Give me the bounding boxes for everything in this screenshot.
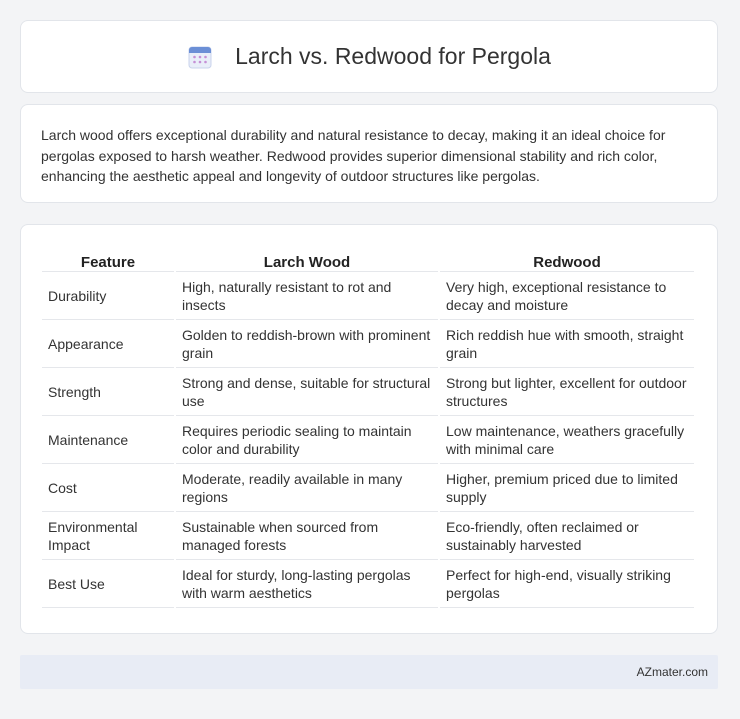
row-redwood: Low maintenance, weathers gracefully with minimal care [440,416,694,464]
table-row [42,368,694,416]
table-row [42,464,694,512]
row-feature: Best Use [42,560,174,608]
page-title: Larch vs. Redwood for Pergola [235,43,551,69]
table-header-row [42,243,694,272]
row-feature: Maintenance [42,416,174,464]
table-row [42,560,694,608]
row-feature: Environmental Impact [42,512,174,560]
row-redwood: Higher, premium priced due to limited supply [440,464,694,512]
table-row [42,320,694,368]
title-card [20,20,718,93]
row-feature: Cost [42,464,174,512]
row-redwood: Rich reddish hue with smooth, straight grain [440,320,694,368]
row-larch: Sustainable when sourced from managed forests [176,512,438,560]
row-redwood: Strong but lighter, excellent for outdoor structures [440,368,694,416]
intro-paragraph: Larch wood offers exceptional durability and natural resistance to decay, making it an ideal choice for pergolas exposed to harsh weather. Redwood provides superior dimensional stability and rich color, enhancing the aesthetic appeal and longevity of outdoor structures like pergolas. [41,127,666,184]
row-larch: Ideal for sturdy, long-lasting pergolas with warm aesthetics [176,560,438,608]
row-larch: Requires periodic sealing to maintain color and durability [176,416,438,464]
table-row [42,512,694,560]
row-larch: Golden to reddish-brown with prominent grain [176,320,438,368]
row-feature: Durability [42,272,174,320]
header-larch: Larch Wood [176,243,438,272]
row-larch: Moderate, readily available in many regions [176,464,438,512]
title-wrap [187,43,551,70]
table-row [42,272,694,320]
footer [20,655,718,689]
row-redwood: Perfect for high-end, visually striking pergolas [440,560,694,608]
row-feature: Strength [42,368,174,416]
footer-brand[interactable]: AZmater.com [636,665,708,679]
intro-card [20,104,718,203]
header-redwood: Redwood [440,243,694,272]
row-larch: High, naturally resistant to rot and insects [176,272,438,320]
table-row [42,416,694,464]
row-redwood: Eco-friendly, often reclaimed or sustainably harvested [440,512,694,560]
comparison-card [20,224,718,634]
row-redwood: Very high, exceptional resistance to decay and moisture [440,272,694,320]
comparison-table [40,243,696,608]
row-feature: Appearance [42,320,174,368]
calendar-icon [187,44,213,70]
row-larch: Strong and dense, suitable for structural use [176,368,438,416]
header-feature: Feature [42,243,174,272]
